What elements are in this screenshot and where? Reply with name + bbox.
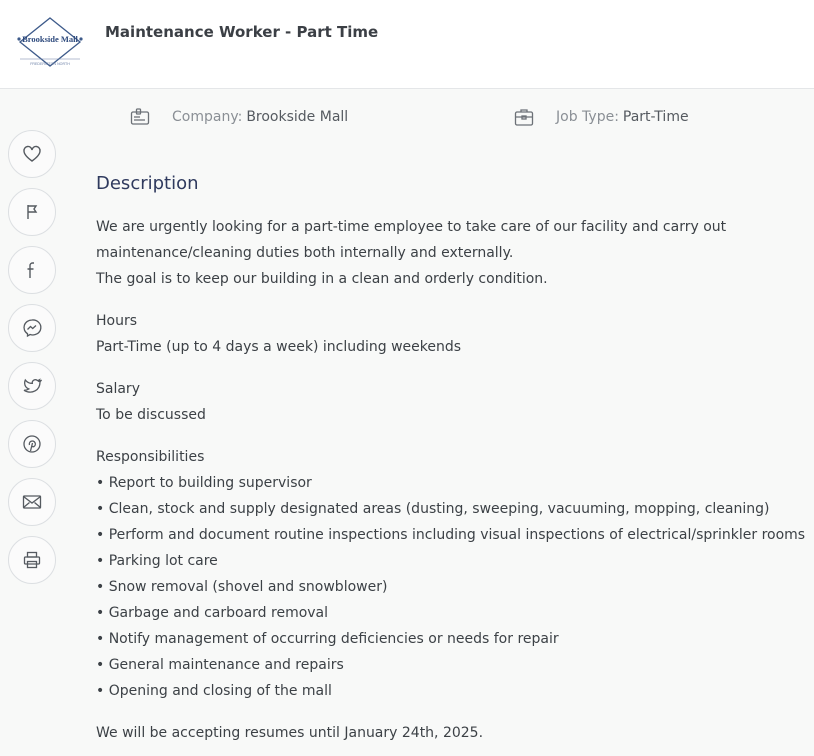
closing-text: We will be accepting resumes until January 24th, 2025. (96, 725, 484, 741)
closing-paragraph (96, 720, 808, 746)
intro-paragraph (96, 214, 808, 292)
salary-value: To be discussed (96, 407, 206, 423)
share-twitter-button[interactable] (8, 362, 56, 410)
jobtype-meta (514, 106, 689, 128)
twitter-icon (22, 376, 42, 396)
mail-icon (22, 492, 42, 512)
responsibility-item: • General maintenance and repairs (96, 657, 344, 673)
responsibility-item: • Snow removal (shovel and snowblower) (96, 579, 388, 595)
job-description (96, 170, 808, 756)
share-pinterest-button[interactable] (8, 420, 56, 468)
share-messenger-button[interactable] (8, 304, 56, 352)
responsibility-item: • Report to building supervisor (96, 475, 312, 491)
company-label: Company: (172, 109, 243, 125)
company-meta (130, 106, 348, 128)
responsibility-item: • Perform and document routine inspections including visual inspections of electrical/sprinkler rooms (96, 527, 806, 543)
intro-line: We are urgently looking for a part-time employee to take care of our facility and carry out (96, 219, 727, 235)
flag-icon (22, 202, 42, 222)
report-button[interactable] (8, 188, 56, 236)
company-logo[interactable] (14, 14, 86, 70)
responsibilities-label: Responsibilities (96, 449, 205, 465)
responsibility-item: • Clean, stock and supply designated areas (dusting, sweeping, vacuuming, mopping, cleaning) (96, 501, 770, 517)
responsibility-item: • Opening and closing of the mall (96, 683, 332, 699)
salary-section (96, 376, 808, 428)
job-title: Maintenance Worker - Part Time (105, 23, 379, 41)
salary-label: Salary (96, 381, 140, 397)
hours-value: Part-Time (up to 4 days a week) including weekends (96, 339, 462, 355)
jobtype-label: Job Type: (556, 109, 619, 125)
hours-label: Hours (96, 313, 138, 329)
share-facebook-button[interactable] (8, 246, 56, 294)
share-rail (8, 130, 56, 594)
description-heading: Description (96, 173, 199, 194)
svg-text:Brookside Mall: Brookside Mall (22, 34, 78, 44)
responsibilities-section (96, 444, 808, 704)
facebook-icon (22, 260, 42, 280)
company-value: Brookside Mall (246, 109, 349, 125)
responsibility-item: • Garbage and carboard removal (96, 605, 329, 621)
jobtype-value: Part-Time (622, 109, 689, 125)
id-card-icon (130, 107, 150, 127)
messenger-icon (22, 318, 42, 338)
heart-icon (22, 144, 42, 164)
header (0, 0, 814, 89)
pinterest-icon (22, 434, 42, 454)
intro-line: The goal is to keep our building in a clean and orderly condition. (96, 271, 548, 287)
hours-section (96, 308, 808, 360)
responsibility-item: • Notify management of occurring deficiencies or needs for repair (96, 631, 559, 647)
save-job-button[interactable] (8, 130, 56, 178)
print-button[interactable] (8, 536, 56, 584)
share-email-button[interactable] (8, 478, 56, 526)
svg-text:FREDERICTON NORTH: FREDERICTON NORTH (30, 62, 70, 66)
briefcase-icon (514, 107, 534, 127)
responsibility-item: • Parking lot care (96, 553, 218, 569)
print-icon (22, 550, 42, 570)
intro-line: maintenance/cleaning duties both internally and externally. (96, 245, 514, 261)
